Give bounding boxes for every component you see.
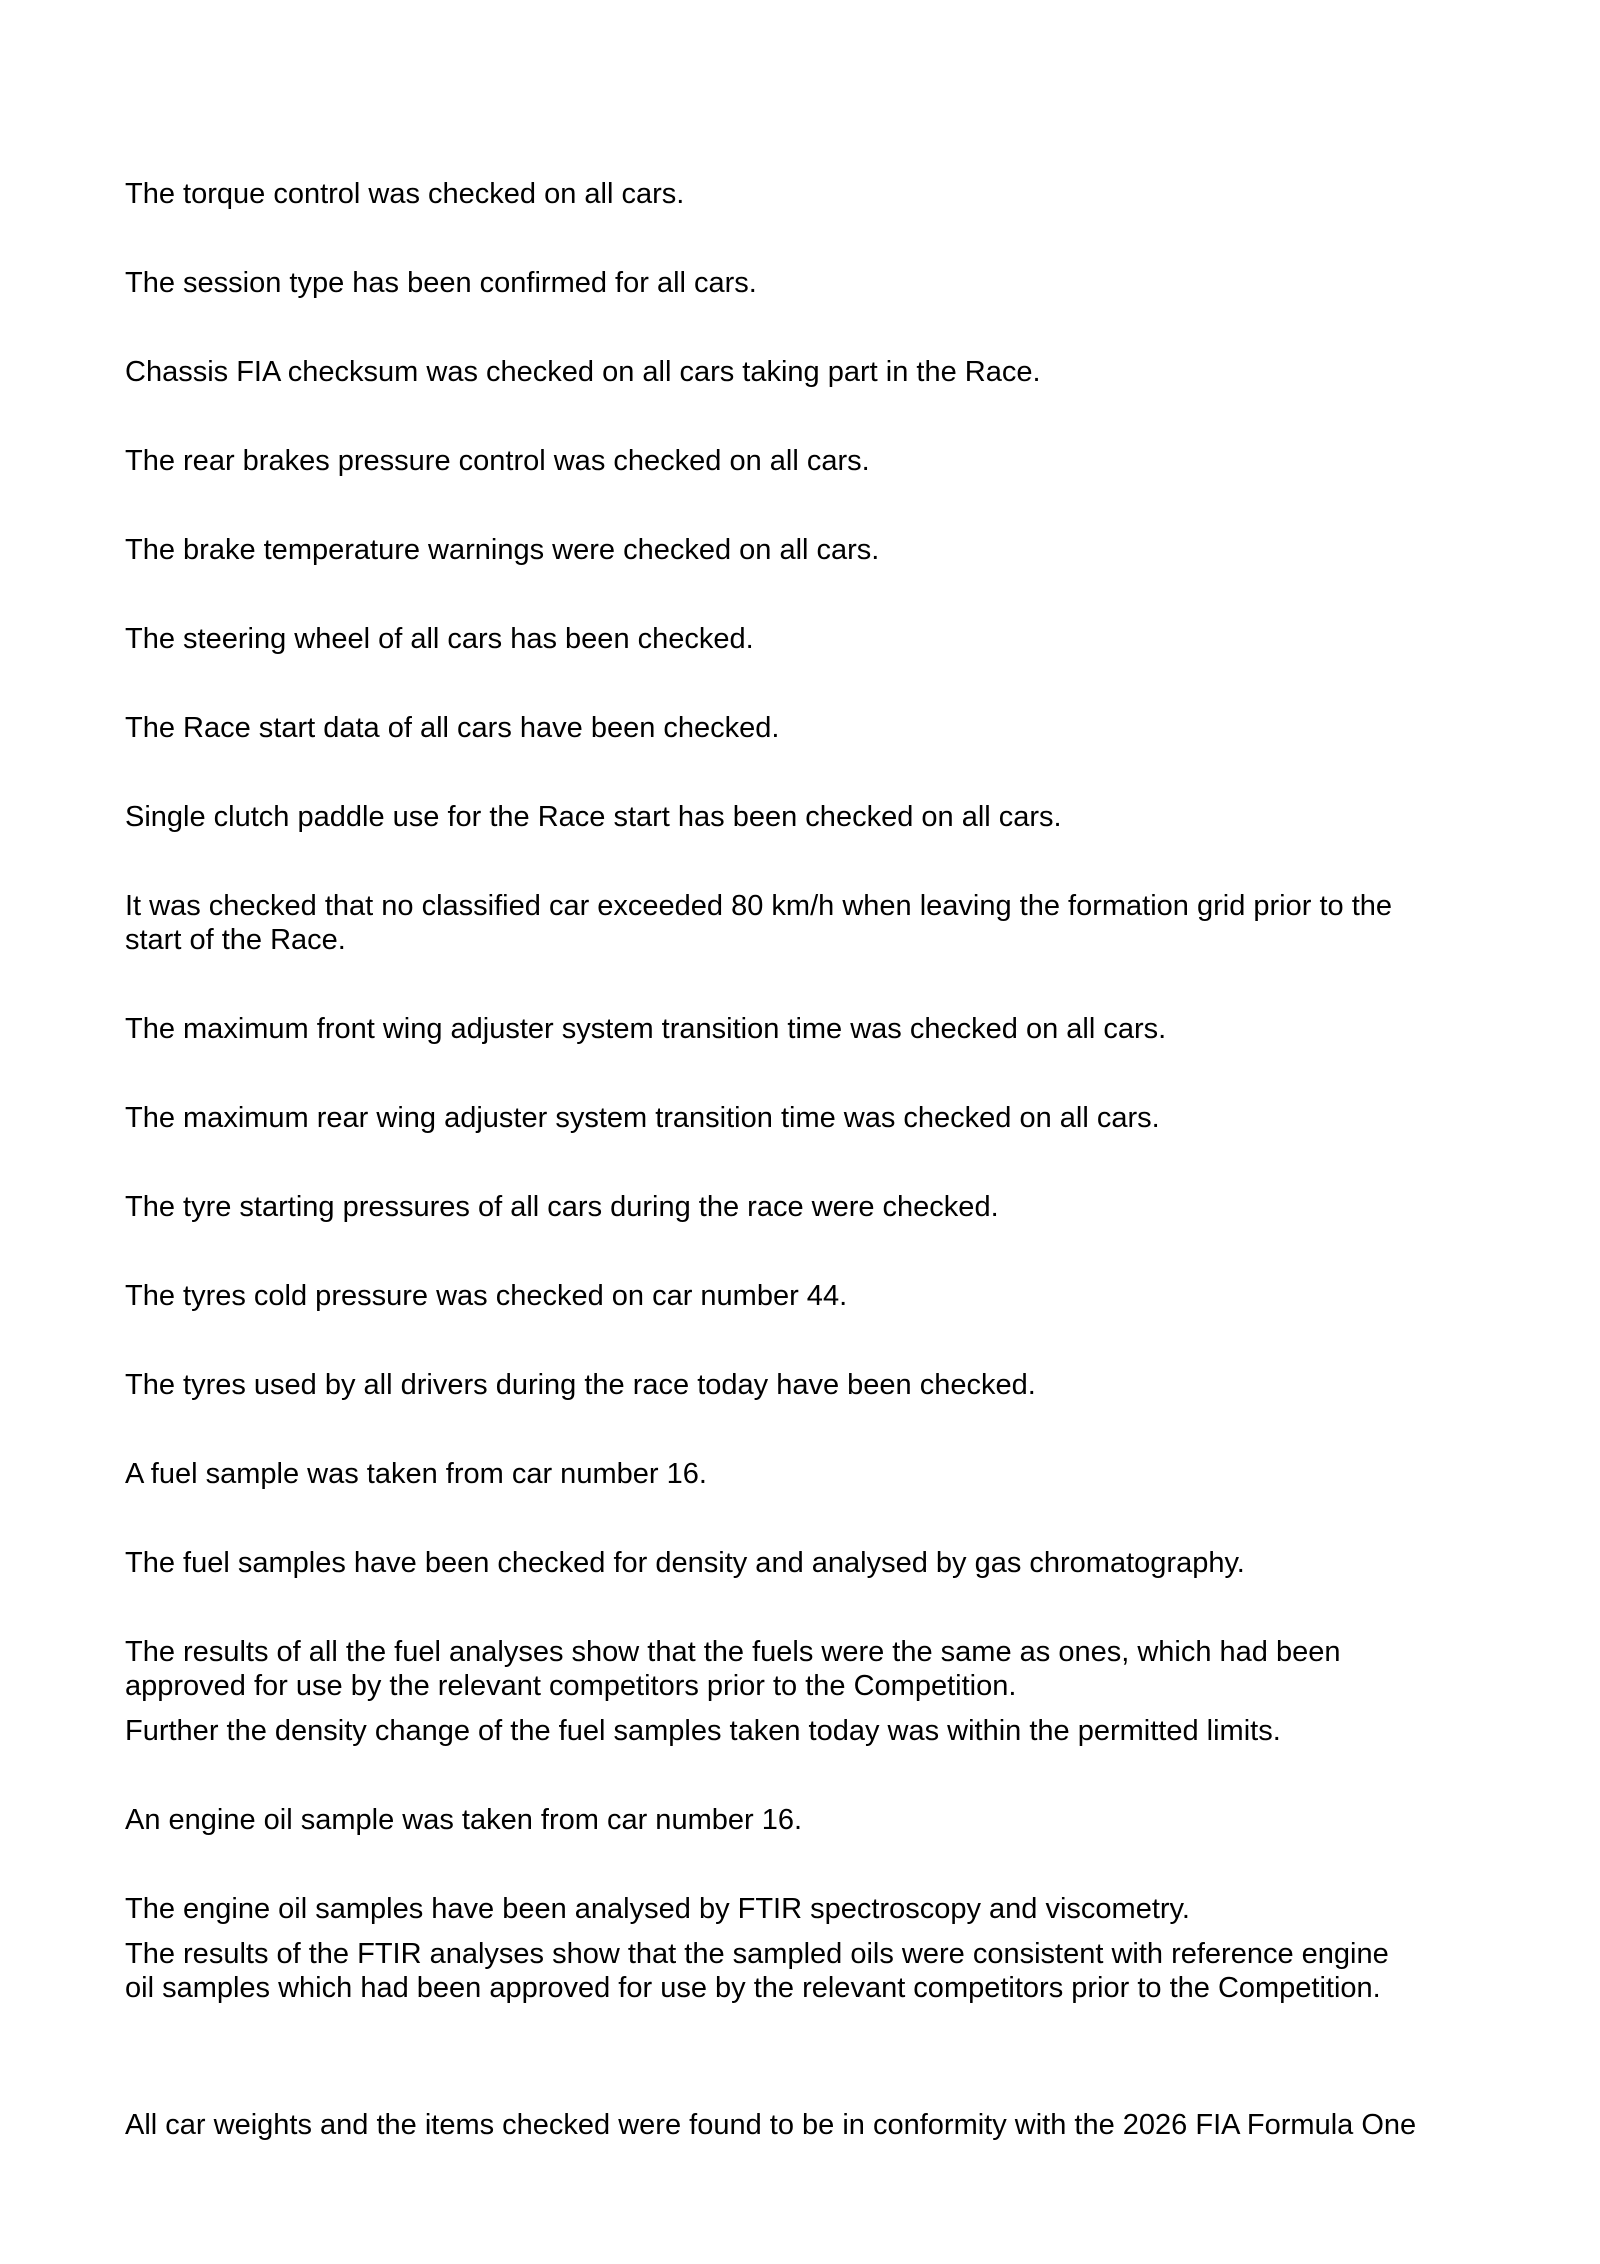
paragraph-tyres-used: The tyres used by all drivers during the race today have been checked. [125, 1369, 1036, 1401]
paragraph-torque-control: The torque control was checked on all cars. [125, 178, 685, 210]
paragraph-density-change: Further the density change of the fuel samples taken today was within the permitted limits. [125, 1715, 1281, 1747]
paragraph-race-start-data: The Race start data of all cars have been checked. [125, 712, 780, 744]
paragraph-formation-speed: It was checked that no classified car exceeded 80 km/h when leaving the formation grid prior to the start of the Race. [125, 890, 1393, 956]
paragraph-session-type: The session type has been confirmed for all cars. [125, 267, 757, 299]
paragraph-brake-temperature: The brake temperature warnings were checked on all cars. [125, 534, 880, 566]
paragraph-conformity: All car weights and the items checked were found to be in conformity with the 2026 FIA Formula One [125, 2109, 1417, 2141]
paragraph-fuel-sample: A fuel sample was taken from car number 16. [125, 1458, 707, 1490]
paragraph-front-wing: The maximum front wing adjuster system transition time was checked on all cars. [125, 1013, 1167, 1045]
paragraph-chassis-checksum: Chassis FIA checksum was checked on all cars taking part in the Race. [125, 356, 1041, 388]
paragraph-rear-wing: The maximum rear wing adjuster system transition time was checked on all cars. [125, 1102, 1160, 1134]
paragraph-oil-sample: An engine oil sample was taken from car number 16. [125, 1804, 803, 1836]
paragraph-tyres-cold-pressure: The tyres cold pressure was checked on car number 44. [125, 1280, 848, 1312]
paragraph-steering-wheel: The steering wheel of all cars has been checked. [125, 623, 754, 655]
paragraph-tyre-starting-pressures: The tyre starting pressures of all cars during the race were checked. [125, 1191, 999, 1223]
document-body [125, 177, 1495, 2142]
paragraph-fuel-density: The fuel samples have been checked for density and analysed by gas chromatography. [125, 1547, 1245, 1579]
paragraph-ftir-results: The results of the FTIR analyses show that the sampled oils were consistent with reference engine oil samples which had been approved for use by the relevant competitors prior to the Competition. [125, 1938, 1389, 2004]
paragraph-rear-brakes: The rear brakes pressure control was checked on all cars. [125, 445, 870, 477]
paragraph-clutch-paddle: Single clutch paddle use for the Race start has been checked on all cars. [125, 801, 1062, 833]
paragraph-oil-analysis: The engine oil samples have been analysed by FTIR spectroscopy and viscometry. [125, 1893, 1190, 1925]
paragraph-fuel-results: The results of all the fuel analyses show that the fuels were the same as ones, which had been approved for use by the relevant competitors prior to the Competition. [125, 1636, 1341, 1702]
